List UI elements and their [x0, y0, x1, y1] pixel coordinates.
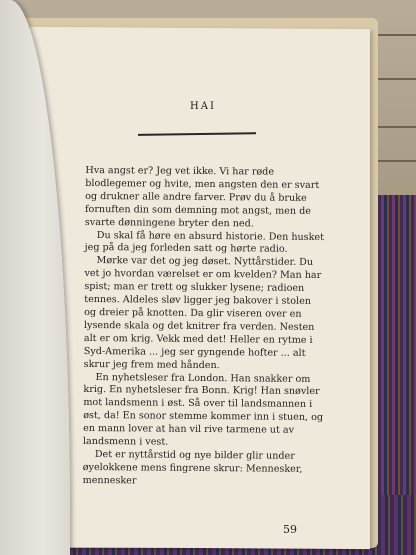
page-number: 59: [283, 523, 297, 536]
paragraph: Det er nyttårstid og nye bilder glir under øyelokkene mens fingrene skrur: Mennesker, mennesker: [82, 448, 303, 487]
paragraph: Du skal få høre en absurd historie. Den husket jeg på da jeg forleden satt og hørte radio.: [84, 229, 325, 256]
chapter-title: HAI: [190, 101, 216, 112]
paragraph: En nyhetsleser fra London. Han snakker om krig. En nyhetsleser fra Bonn. Krig! Han snøvler mot landsmenn i øst. Så over til landsmannen i øst, da! En sonor stemme kommer inn i stuen, og en mann lover at han vil rive tarmene ut av landsmenn i vest.: [82, 371, 324, 448]
body-text: [83, 165, 326, 490]
paragraph: Hva angst er? Jeg vet ikke. Vi har røde blodlegemer og hvite, men angsten den er svart og drukner alle andre farver. Prøv du å bruke fornuften din som demning mot angst, men de svarte dønningene bryter den ned.: [84, 164, 320, 230]
paragraph: Mørke var det og jeg døset. Nyttårstider. Du vet jo hvordan værelset er om kvelden? Man har spist; man er trett og slukker lysene; radioen tennes. Aldeles sløv ligger jeg bakover i stolen og dreier på knotten. Da glir viseren over en lysende skala og det knitrer fra verden. Nesten alt er om krig. Vekk med det! Heller en rytme i Syd-Amerika ... jeg ser gyngende hofter ... alt skrur jeg frem med hånden.: [83, 255, 322, 371]
